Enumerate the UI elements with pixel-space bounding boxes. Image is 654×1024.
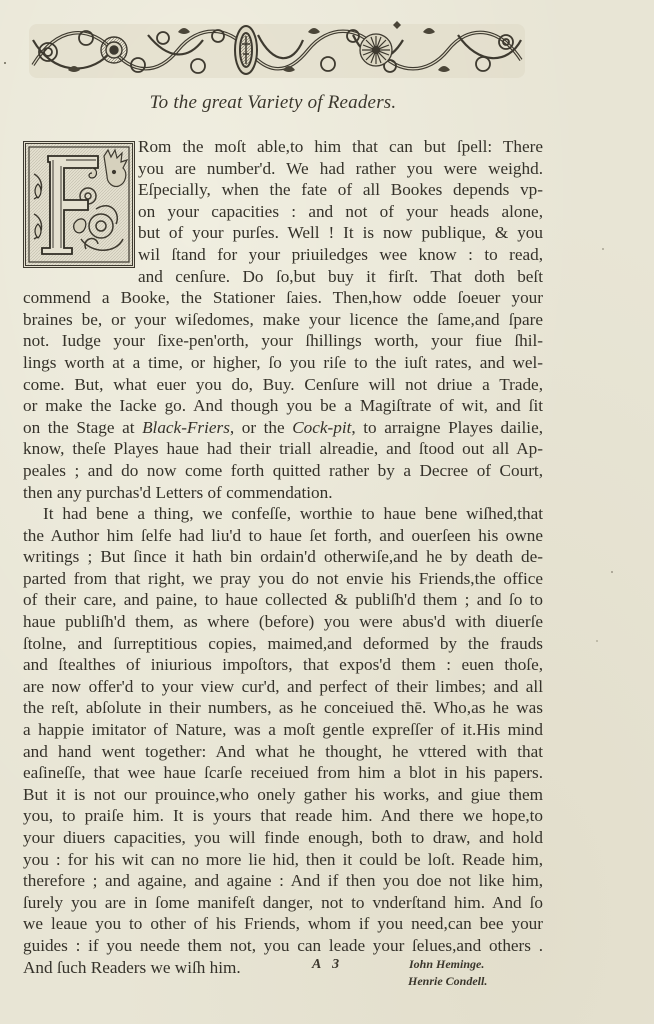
ornamental-headpiece: [28, 20, 526, 82]
text-line: you are number'd. We had rather you were weighd.: [138, 158, 543, 178]
page-title: [0, 92, 654, 114]
italic-place-name: Black-Friers: [142, 417, 230, 437]
text-line: But it is not our prouince,who onely gather his works, and giue them: [23, 784, 543, 804]
text-line: a happie imitator of Nature, was a moſt gentle expreſſer of it.His mind: [23, 720, 543, 740]
text-line: and cenſure. Do ſo,but buy it firſt. That doth beſt: [138, 266, 543, 286]
text-line: guides : if you neede them not, you can leade your ſelues,and others .: [23, 935, 543, 955]
text-line: writings ; But ſince it hath bin ordain'd otherwiſe,and he by death de-: [23, 547, 543, 567]
text-line: parted from that right, we pray you do not envie his Friends,the office: [23, 568, 543, 588]
text-line: you : for his wit can no more lie hid, then it could be loſt. Reade him,: [23, 849, 543, 869]
text-line: lings worth at a time, or higher, ſo you riſe to the iuſt rates, and wel-: [23, 352, 543, 372]
preface-body-text: [23, 136, 543, 978]
text-line: and ſtealthes of iniurious impoſtors, that expos'd them : euen thoſe,: [23, 655, 543, 675]
text-line: not. Iudge your ſixe-pen'orth, your ſhillings worth, your fiue ſhil-: [23, 331, 543, 351]
text-line: the reſt, abſolute in their numbers, as he conceiued thē. Who,as he was: [23, 698, 543, 718]
text-line: know, theſe Playes haue had their triall alreadie, and ſtood out all Ap-: [23, 439, 543, 459]
text-line: or make the Iacke go. And though you be a Magiſtrate of wit, and ſit: [23, 396, 543, 416]
paper-speck: [602, 248, 604, 250]
text-line: eaſineſſe, that wee haue ſcarſe receiued from him a blot in his papers.: [23, 763, 543, 783]
paper-speck: [611, 571, 613, 573]
text-line: come. But, what euer you do, Buy. Cenſure will not driue a Trade,: [23, 374, 543, 394]
text-line: of their care, and paine, to haue collected & publiſh'd them ; and ſo to: [23, 590, 543, 610]
signatory-name: Iohn Heminge.: [409, 957, 485, 971]
page-footer: [0, 955, 654, 995]
title-text: To the great Variety of Readers.: [149, 92, 397, 113]
text-line: haue publiſh'd them, as where (before) you were abus'd with diuerſe: [23, 612, 543, 632]
text-line: wil ſtand for your priuiledges wee know : to read,: [138, 244, 543, 264]
text-line: Rom the moſt able,to him that can but ſpell: There: [138, 137, 543, 156]
text-line: are now offer'd to your view cur'd, and perfect of their limbes; and all: [23, 676, 543, 696]
signatory-name: Henrie Condell.: [408, 974, 488, 988]
text-line: commend a Booke, the Stationer ſaies. Then,how odde ſoeuer your: [23, 288, 543, 308]
text-line: Eſpecially, when the fate of all Bookes depends vp-: [138, 180, 543, 200]
text-line: and hand went together: And what he thought, he vttered with that: [23, 741, 543, 761]
text-line: ſurely you are in ſome manifeſt danger, not to vnderſtand him. And ſo: [23, 892, 543, 912]
paper-speck: [596, 640, 598, 642]
signatories: [409, 956, 487, 990]
text-line: peales ; and do now come forth quitted rather by a Decree of Court,: [23, 460, 543, 480]
signature-mark: A 3: [312, 957, 344, 972]
text-line-with-italics: on the Stage at Black-Friers, or the Cock-pit, to arraigne Playes dailie,: [23, 417, 543, 437]
text-line: you, to praiſe him. It is yours that reade him. And there we hope,to: [23, 806, 543, 826]
text-line: the Author him ſelfe had liu'd to haue ſet forth, and ouerſeen his owne: [23, 525, 543, 545]
text-line: but of your purſes. Well ! It is now publique, & you: [138, 223, 543, 243]
text-line: therefore ; and againe, and againe : And if then you doe not like him,: [23, 871, 543, 891]
italic-place-name: Cock-pit: [292, 417, 352, 437]
text-line: It had bene a thing, we confeſſe, worthie to haue bene wiſhed,that: [43, 504, 543, 524]
floral-scroll-ornament-icon: [28, 20, 526, 82]
text-line: braines be, or your wiſedomes, make your licence the ſame,and ſpare: [23, 309, 543, 329]
text-line: then any purchas'd Letters of commendation.: [23, 482, 333, 502]
text-line: ſtolne, and ſurreptitious copies, maimed,and deformed by the frauds: [23, 633, 543, 653]
text-line: on your capacities : and not of your heads alone,: [138, 201, 543, 221]
text-line: we leaue you to other of his Friends, whom if you need,can bee your: [23, 914, 543, 934]
paper-speck: [4, 62, 6, 64]
text-line: your diuers capacities, you will finde enough, both to draw, and hold: [23, 828, 543, 847]
text-line: And ſuch Readers we wiſh him.: [23, 957, 241, 977]
